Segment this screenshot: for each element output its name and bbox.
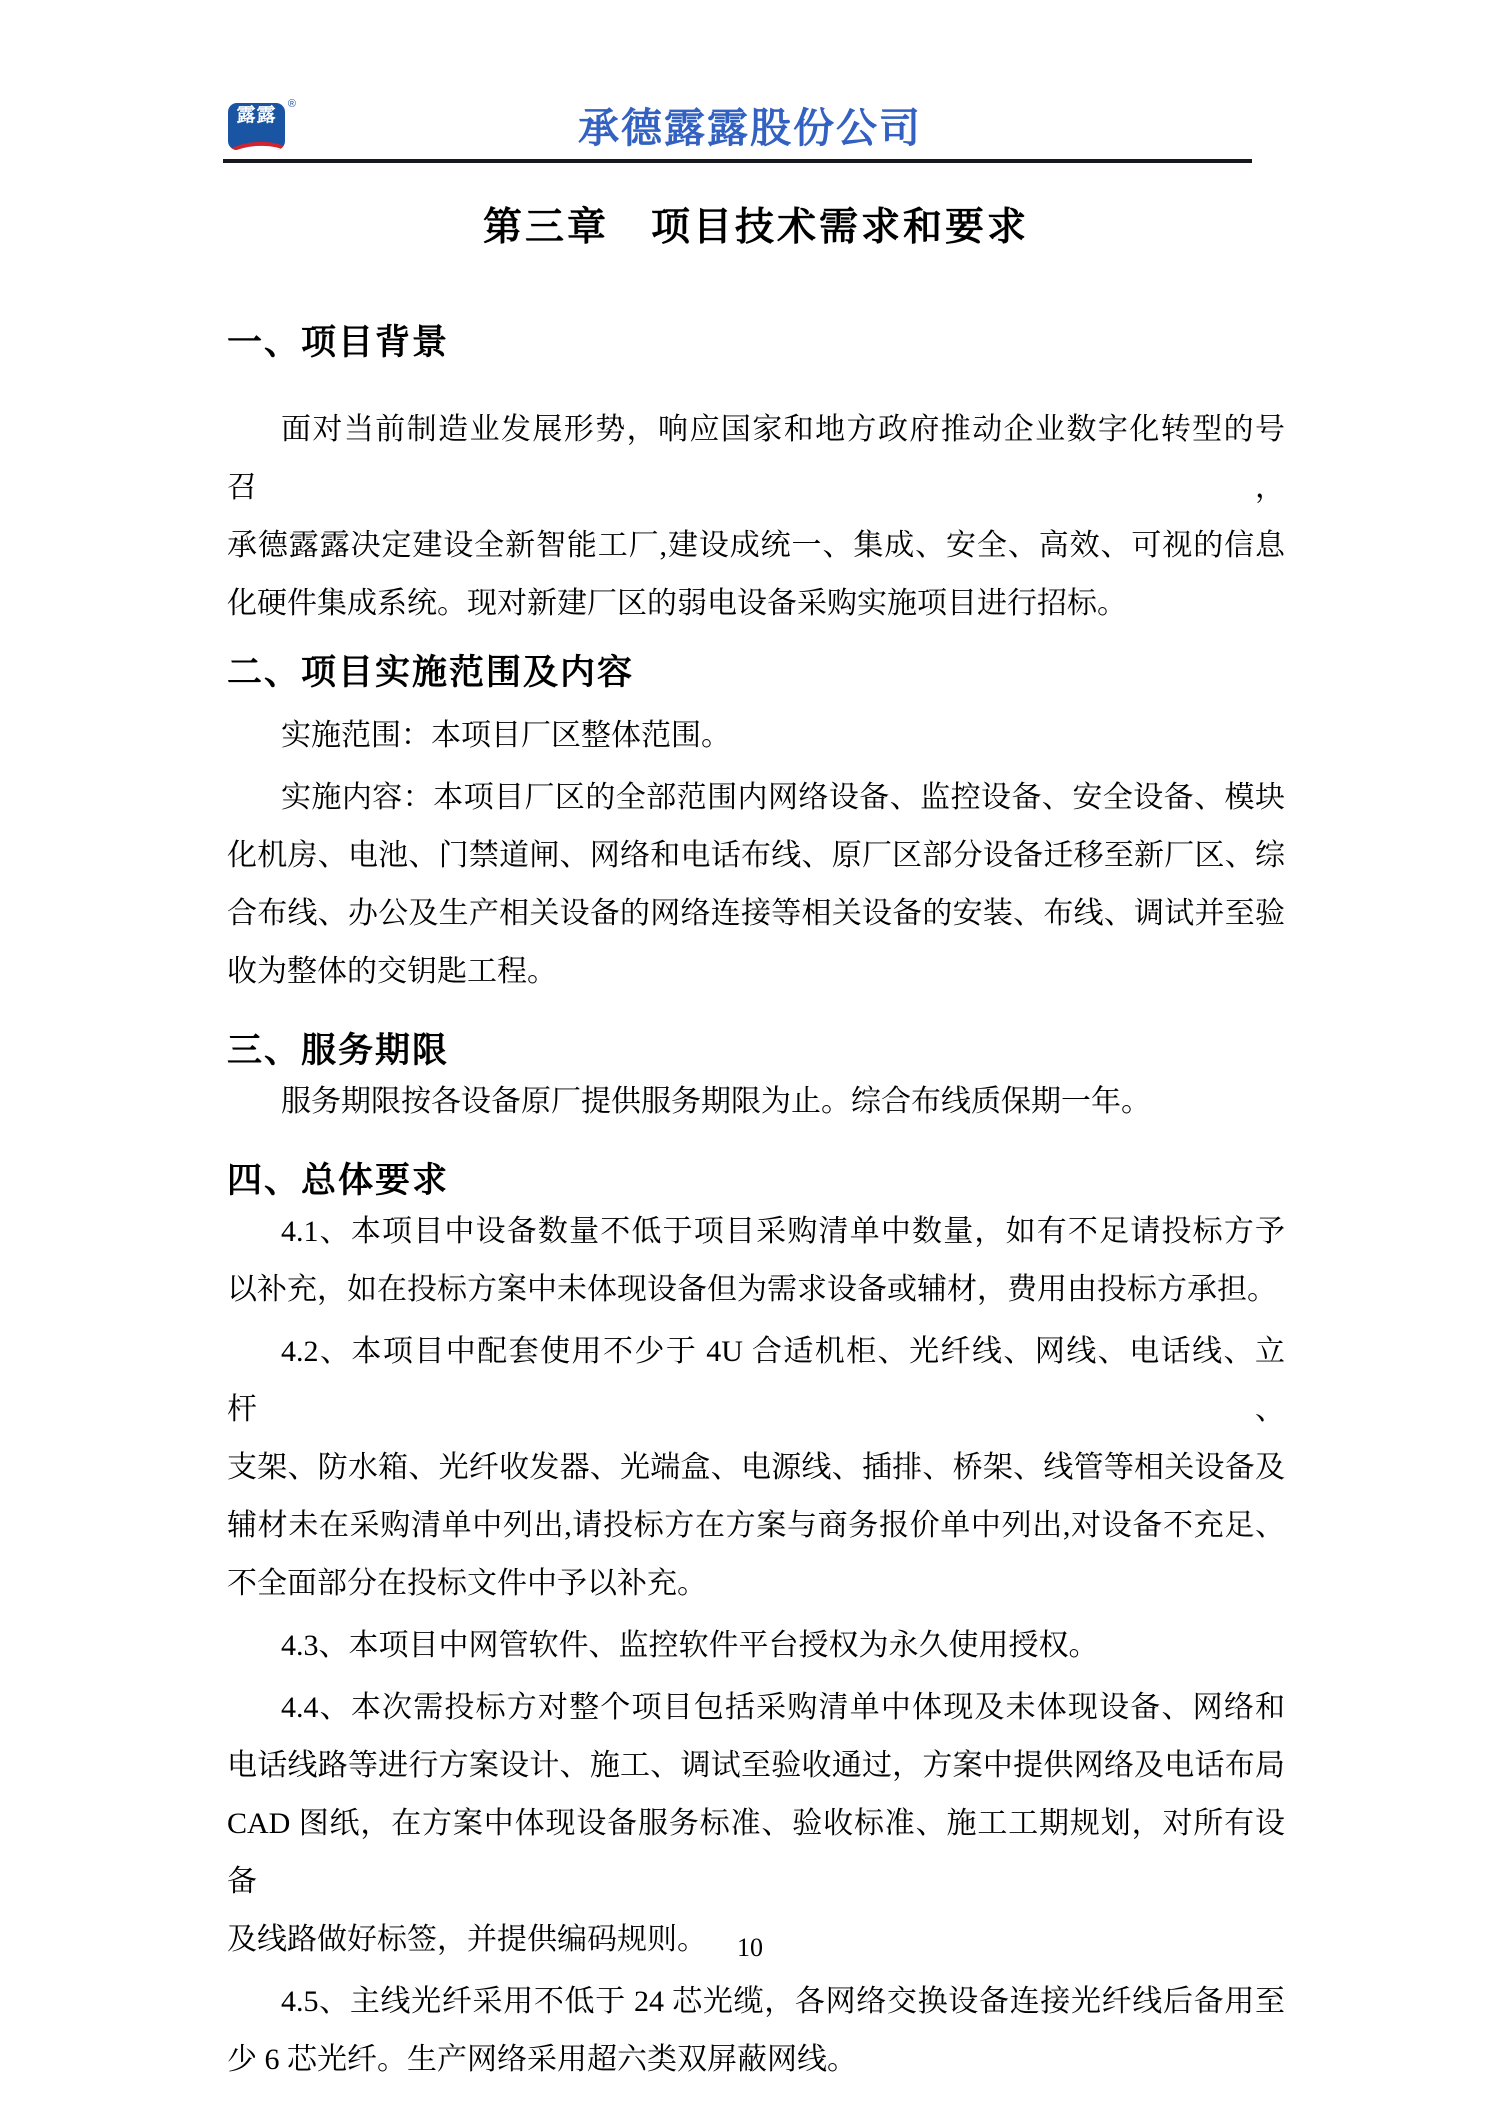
chapter-title: 第三章 项目技术需求和要求 (482, 206, 1029, 249)
company-name: 承德露露股份公司 (578, 105, 922, 151)
paragraph (227, 707, 1285, 765)
paragraph-line: 电话线路等进行方案设计、施工、调试至验收通过，方案中提供网络及电话布局 (227, 1749, 1285, 1782)
paragraph-line: 4.5、主线光纤采用不低于 24 芯光缆，各网络交换设备连接光纤线后备用至 (281, 1985, 1285, 2018)
paragraph-line: 合布线、办公及生产相关设备的网络连接等相关设备的安装、布线、调试并至验 (227, 897, 1285, 930)
paragraph (227, 769, 1285, 1001)
section-heading: 三、服务期限 (227, 1031, 450, 1070)
paragraph-line: 承德露露决定建设全新智能工厂,建设成统一、集成、安全、高效、可视的信息 (227, 529, 1285, 562)
paragraph-line: 面对当前制造业发展形势，响应国家和地方政府推动企业数字化转型的号召， (227, 413, 1285, 504)
paragraph-line: 服务期限按各设备原厂提供服务期限为止。综合布线质保期一年。 (281, 1085, 1151, 1118)
paragraph-line: 及线路做好标签，并提供编码规则。 (227, 1923, 707, 1956)
paragraph-line: 4.4、本次需投标方对整个项目包括采购清单中体现及未体现设备、网络和 (281, 1691, 1285, 1724)
paragraph-line: 支架、防水箱、光纤收发器、光端盒、电源线、插排、桥架、线管等相关设备及 (227, 1451, 1285, 1484)
section-scope-and-content (227, 651, 1285, 1001)
paragraph-line: 不全面部分在投标文件中予以补充。 (227, 1567, 707, 1600)
logo-characters: 露露 (236, 105, 277, 126)
registered-trademark-icon: ® (287, 98, 296, 110)
paragraph-4-2 (227, 1323, 1285, 1613)
paragraph-line: 收为整体的交钥匙工程。 (227, 955, 557, 988)
header-rule (223, 159, 1252, 163)
paragraph-line: 4.3、本项目中网管软件、监控软件平台授权为永久使用授权。 (281, 1629, 1099, 1662)
paragraph-4-3 (227, 1617, 1285, 1675)
paragraph-line: 以补充，如在投标方案中未体现设备但为需求设备或辅材，费用由投标方承担。 (227, 1273, 1277, 1306)
section-heading: 二、项目实施范围及内容 (227, 653, 635, 692)
paragraph-line: 实施内容：本项目厂区的全部范围内网络设备、监控设备、安全设备、模块 (281, 781, 1285, 814)
paragraph-line: 4.1、本项目中设备数量不低于项目采购清单中数量，如有不足请投标方予 (281, 1215, 1285, 1248)
paragraph-4-5 (227, 1973, 1285, 2089)
paragraph-line: 辅材未在采购清单中列出,请投标方在方案与商务报价单中列出,对设备不充足、 (227, 1509, 1285, 1542)
section-service-period (227, 1029, 1285, 1131)
paragraph-line: 少 6 芯光纤。生产网络采用超六类双屏蔽网线。 (227, 2043, 857, 2076)
paragraph-line: 化机房、电池、门禁道闸、网络和电话布线、原厂区部分设备迁移至新厂区、综 (227, 839, 1285, 872)
page-number: 10 (737, 1933, 763, 1962)
paragraph-line: 4.2、本项目中配套使用不少于 4U 合适机柜、光纤线、网线、电话线、立杆、 (227, 1335, 1285, 1426)
paragraph (227, 401, 1285, 633)
paragraph-line: 实施范围：本项目厂区整体范围。 (281, 719, 731, 752)
paragraph-4-1 (227, 1203, 1285, 1319)
paragraph-4-4 (227, 1679, 1285, 1969)
section-heading: 四、总体要求 (227, 1161, 450, 1200)
document-content (227, 205, 1285, 2089)
paragraph-line: CAD 图纸，在方案中体现设备服务标准、验收标准、施工工期规划，对所有设备 (227, 1807, 1285, 1898)
section-heading: 一、项目背景 (227, 323, 450, 362)
section-project-background (227, 321, 1285, 633)
paragraph-line: 化硬件集成系统。现对新建厂区的弱电设备采购实施项目进行招标。 (227, 587, 1127, 620)
paragraph (227, 1073, 1285, 1131)
